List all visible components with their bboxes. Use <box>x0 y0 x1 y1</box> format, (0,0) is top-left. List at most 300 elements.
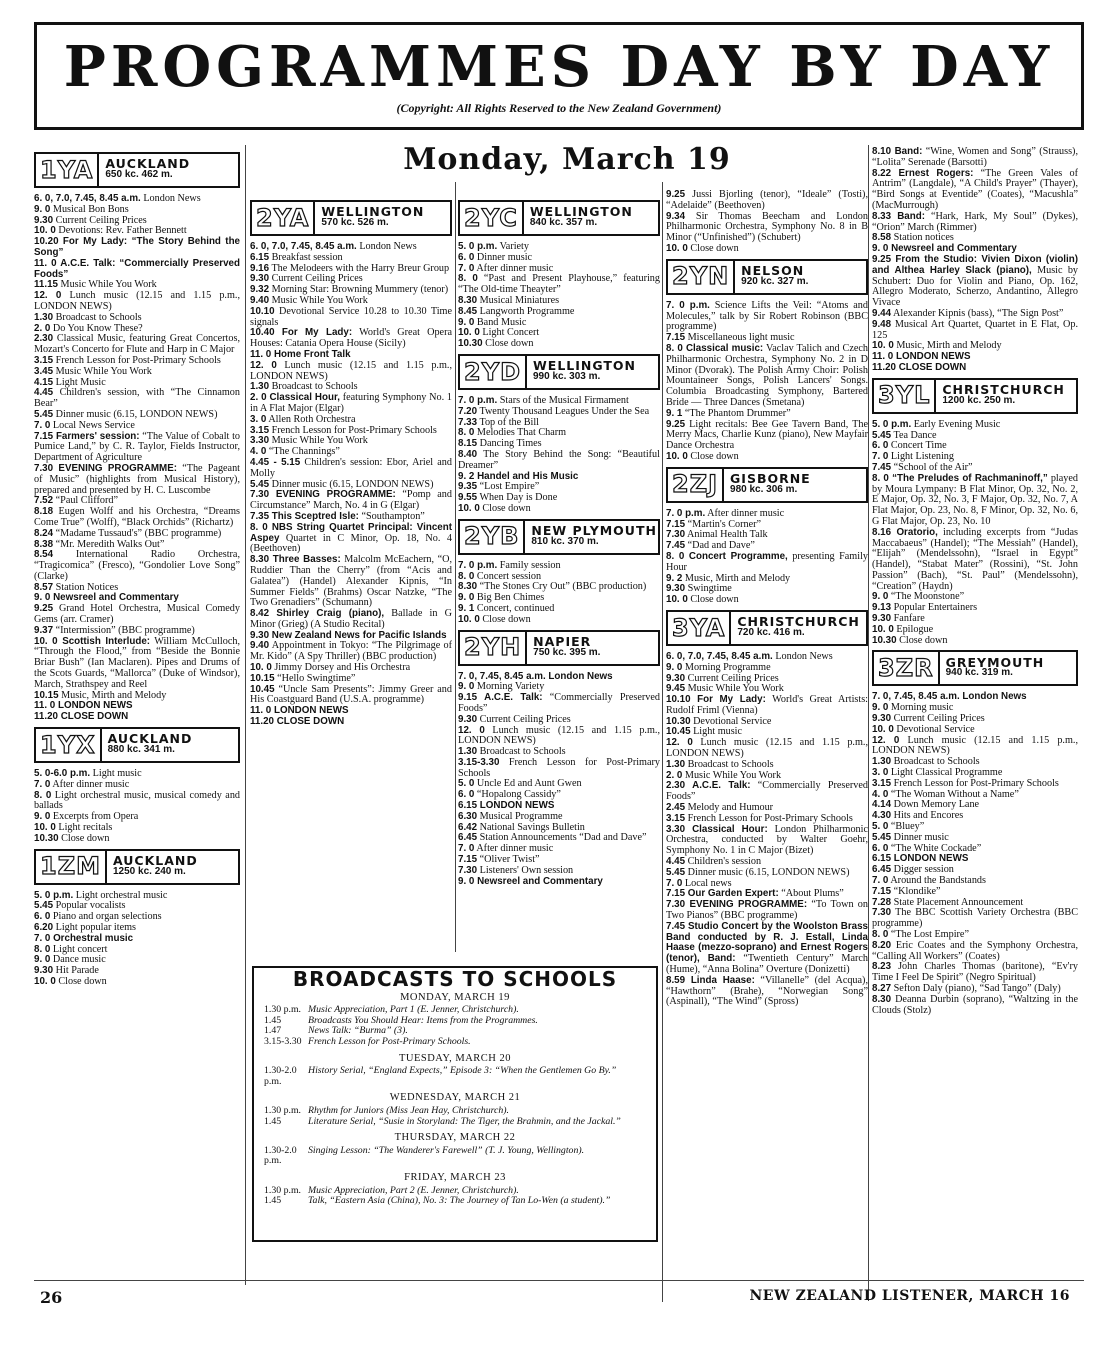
programme-time: 8. 0 Concert Programme, <box>666 550 788 562</box>
schools-item-description: Literature Serial, “Susie in Storyland: The Tiger, the Brahmin, and the Jackal.” <box>308 1115 621 1127</box>
programme-text: “Pomp and Circumstance” March, No. 4 in G (Elgar) <box>250 489 452 512</box>
programme-text: Broadcast to Schools <box>269 381 358 393</box>
programme-text: “The Phantom Drummer” <box>682 407 791 419</box>
programme-text: Musical Bon Bons <box>50 203 129 215</box>
programme-time: 5.45 <box>872 429 892 441</box>
programme-text: Fanfare <box>891 613 925 625</box>
programme-text: Children's session, with “The Cinnamon Bear” <box>34 387 240 410</box>
programme-time: 12. 0 <box>250 359 277 371</box>
station-callsign: 3YA <box>668 612 731 644</box>
schools-title: BROADCASTS TO SCHOOLS <box>292 967 618 991</box>
programme-time: 7.52 <box>34 495 54 507</box>
schools-item-time: 1.30 p.m. <box>264 1004 302 1016</box>
programme-text: Close down <box>55 976 107 987</box>
programme-text: Eugen Wolff and his Orchestra, “Dreams Come True” (Wolff), “Black Orchids” (Richartz) <box>34 506 240 528</box>
programme-text: Morning Variety <box>474 681 545 693</box>
programme-entry <box>34 637 240 691</box>
programme-text: French Lesson for Post-Primary Schools <box>685 812 853 824</box>
programme-text: Close down <box>896 634 948 646</box>
programme-entry <box>34 507 240 529</box>
programme-time: 8. 0 Classical music: <box>666 342 764 354</box>
programme-text: “Southampton” <box>358 510 425 522</box>
station-frequency: 720 kc. 416 m. <box>737 626 805 638</box>
programme-time: 10. 0 <box>458 502 480 514</box>
programme-text: Broadcast to Schools <box>477 746 566 758</box>
station-header <box>34 727 240 763</box>
programme-time: 8.15 <box>458 438 478 450</box>
programme-entry <box>666 595 868 606</box>
programme-time: 7.15 <box>666 332 686 344</box>
programme-time: 9.30 <box>666 672 686 684</box>
station-city: CHRISTCHURCH <box>942 381 1065 397</box>
programme-text: including excerpts from “Judas Maccabaeus” (Handel); “The Messiah” (Handel), “Elijah” (Mendelssohn), “Israel in Egypt” (Handel), “Stabat Mater” (Rossini), “St. John Passion” (Bach), “St. Paul” (Mendelssohn), “Creation” (Haydn) <box>872 526 1078 592</box>
programme-time: 8.10 Band: <box>872 147 923 157</box>
programme-time: 4.45 <box>34 387 54 399</box>
programme-entry <box>250 490 452 512</box>
programme-time: 8.42 Shirley Craig (piano), <box>250 608 385 620</box>
programme-entry <box>458 274 660 296</box>
station-callsign: 3ZR <box>874 652 940 684</box>
programme-text: “Wine, Women and Song” (Strauss), “Lolita” Serenade (Barsotti) <box>872 147 1078 168</box>
programme-text: After dinner music <box>705 507 785 519</box>
programme-text: Light Music <box>53 376 106 388</box>
programme-entry <box>872 363 1078 374</box>
programme-time: 8.30 <box>458 294 478 306</box>
programme-text: Close down <box>479 502 531 514</box>
programme-entry <box>250 307 452 329</box>
column-rule <box>245 145 246 1285</box>
station-city: NAPIER <box>533 633 592 649</box>
programme-time: 7.45 Studio Concert by the Woolston Brass Band conducted by R. J. Estall, Linda Haase (mezzo-soprano) and Ernest Rogers (tenor), Band: <box>666 920 868 965</box>
programme-text: “The Channings” <box>266 446 340 458</box>
station-callsign: 2YD <box>460 356 527 388</box>
programme-time: 6.45 <box>872 864 892 876</box>
schools-item-time: 1.30 p.m. <box>264 1184 302 1196</box>
programme-text: Dinner music <box>891 831 949 843</box>
programme-time: 6.20 <box>34 922 54 934</box>
programme-time: 8.45 <box>458 305 478 317</box>
programme-time: 11.20 CLOSE DOWN <box>250 716 345 728</box>
programme-text: After dinner music <box>50 778 130 790</box>
schools-item-description: History Serial, “England Expects,” Episode 3: “When the Gentlemen Go By.” <box>308 1065 617 1077</box>
programme-time: 7.45 <box>872 461 892 473</box>
station-callsign: 3YL <box>874 380 936 412</box>
programme-text: “Dad and Dave” <box>685 540 755 552</box>
programme-entry <box>458 615 660 626</box>
programme-time: 6. 0, 7.0, 7.45, 8.45 a.m. <box>666 650 773 662</box>
programme-time: 10. 0 <box>666 450 688 462</box>
programme-time: 5.45 <box>34 408 54 420</box>
programme-text: “To Town on Two Pianos” (BBC programme) <box>666 899 868 922</box>
programme-time: 7.30 <box>458 864 478 876</box>
programme-entry <box>34 977 240 988</box>
schools-item-time: 1.30-2.0 p.m. <box>264 1065 297 1087</box>
programme-text: William McCulloch, “Through the Flood,” from “Beside the Bonnie Briar Bush” (Ian Maclaren). Pipes and Drums of the Scots Guards, “Mallorca” (Duke of Windsor), March, Strathspey and Reel <box>34 635 240 690</box>
programme-text: Variety <box>497 241 529 252</box>
programme-text: Do You Know These? <box>50 322 143 334</box>
programme-time: 9.32 <box>250 284 270 296</box>
station-callsign: 1YX <box>36 729 102 761</box>
station-callsign: 2YA <box>252 202 315 234</box>
schools-item-time: 1.45 <box>264 1195 282 1207</box>
programme-time: 7. 0, 7.45, 8.45 a.m. London News <box>872 691 1027 703</box>
programme-text: “The Moonstone” <box>888 591 965 603</box>
programme-time: 7.15 <box>872 885 892 897</box>
programme-entry <box>250 328 452 350</box>
programme-time: 10. 0 <box>250 662 272 674</box>
programme-time: 9.37 <box>34 624 54 636</box>
broadcasts-to-schools-box <box>252 966 658 1242</box>
footer-rule <box>34 1280 1084 1281</box>
programme-entry <box>666 738 868 760</box>
programme-text: The Melodeers with the Harry Breur Group <box>269 262 450 274</box>
programme-text: Lunch music (12.15 and 1.15 p.m., LONDON NEWS) <box>872 734 1078 757</box>
programme-text: Hits and Encores <box>891 810 964 822</box>
programme-text: “The Green Vales of Antrim” (Langdale), “A Child's Prayer” (Thayer), “Bird Songs at Eventide” (Coates), “Macushla” (MacMurrough) <box>872 167 1078 211</box>
programme-text: French Lesson for Post-Primary Schools <box>458 756 660 779</box>
programme-entry <box>872 962 1078 984</box>
programme-time: 4.14 <box>872 799 892 811</box>
station-header <box>458 200 660 236</box>
programme-time: 7. 0 <box>458 843 475 855</box>
programme-entry <box>458 450 660 472</box>
programme-time: 10.40 For My Lady: <box>250 327 353 339</box>
programme-entry <box>872 320 1078 342</box>
station-header <box>458 519 660 555</box>
programme-text: Light music <box>90 768 142 780</box>
programme-time: 7. 0 p.m. <box>458 394 498 406</box>
programme-time: 1.30 <box>872 756 892 768</box>
programme-entry <box>34 237 240 259</box>
station-frequency: 840 kc. 357 m. <box>529 217 598 228</box>
station-callsign: 1ZM <box>36 851 107 883</box>
programme-text: “The Value of Cobalt to Pumice Land,” by C. R. Taylor, Fields Instructor, Department of Agriculture <box>34 430 240 464</box>
programme-time: 2. 0 <box>666 769 683 781</box>
programme-entry <box>34 388 240 410</box>
programme-text: Morning Programme <box>682 661 771 673</box>
station-header <box>458 630 660 666</box>
programme-entry <box>666 420 868 452</box>
programme-time: 6. 0 <box>34 911 51 923</box>
programme-time: 11. 0 A.C.E. Talk: “Commercially Preserved Foods” <box>34 257 240 280</box>
programme-entry <box>34 712 240 723</box>
programme-entry <box>666 825 868 857</box>
programme-time: 8.59 Linda Haase: <box>666 974 755 986</box>
schools-item-description: Rhythm for Juniors (Miss Jean Hay, Christchurch). <box>308 1104 509 1116</box>
programme-text: Musical Programme <box>477 810 563 822</box>
programme-time: 7.30 <box>666 529 686 541</box>
programme-time: 2. 0 <box>34 322 51 334</box>
programme-text: Station Announcements “Dad and Dave” <box>477 832 647 844</box>
programme-time: 8.30 <box>458 581 478 593</box>
schools-item <box>264 1146 646 1167</box>
programme-entry <box>250 458 452 480</box>
programme-text: Music While You Work <box>269 294 368 306</box>
programme-time: 9.44 <box>872 307 892 319</box>
programme-text: Sefton Daly (piano), “Sad Tango” (Daly) <box>891 982 1061 994</box>
programme-time: 3.15 <box>250 424 270 436</box>
programme-text: Lunch music (12.15 and 1.15 p.m., LONDON NEWS) <box>458 724 660 747</box>
programme-time: 2.30 <box>34 333 54 345</box>
programme-time: 7. 0 <box>34 419 51 431</box>
programme-time: 6. 0, 7.0, 7.45, 8.45 a.m. <box>250 241 357 252</box>
schools-item-time: 1.30-2.0 p.m. <box>264 1144 297 1167</box>
programme-time: 6.45 <box>458 832 478 844</box>
station-frequency: 650 kc. 462 m. <box>105 169 173 180</box>
column-rule <box>662 182 663 1302</box>
programme-text: Music While You Work <box>682 769 782 781</box>
programme-text: “Commercially Preserved Foods” <box>458 692 660 714</box>
station-city: NELSON <box>741 262 805 278</box>
programme-text: Digger session <box>891 864 954 876</box>
programme-time: 6.15 LONDON NEWS <box>458 800 555 812</box>
programme-time: 9.40 <box>250 294 270 306</box>
schools-item-description: Talk, “Eastern Asia (China), No. 3: The Journey of Tan Lo-Wen (a student).” <box>308 1195 611 1207</box>
programme-text: Sir Thomas Beecham and London Philharmonic Orchestra, Symphony No. 8 in B Minor (“Unfinished”) (Schubert) <box>666 210 868 244</box>
schools-day-heading: THURSDAY, MARCH 22 <box>394 1132 516 1144</box>
programme-time: 9.55 <box>458 492 478 504</box>
programme-entry <box>666 212 868 244</box>
programme-time: 9. 0 <box>872 591 889 603</box>
programme-time: 10. 0 <box>666 242 688 254</box>
programme-time: 11.15 <box>34 279 58 291</box>
station-header <box>250 200 452 236</box>
programme-time: 10.15 <box>34 689 59 701</box>
programme-time: 4. 0 <box>250 446 267 458</box>
schools-day-heading: TUESDAY, MARCH 20 <box>398 1052 512 1064</box>
programme-text: Lunch music (12.15 and 1.15 p.m., LONDON NEWS) <box>34 290 240 312</box>
schools-item <box>264 1117 646 1128</box>
schools-item-time: 1.30 p.m. <box>264 1104 302 1116</box>
programme-time: 7. 0 <box>34 778 51 790</box>
programme-time: 9. 0 <box>34 954 51 966</box>
programme-text: “The Pageant of Music” (highlights from Musical History), prepared and presented by H. C. Luscombe <box>34 462 240 496</box>
programme-time: 10.30 <box>458 338 483 350</box>
programme-time: 1.30 <box>34 311 54 323</box>
programme-entry <box>666 976 868 1008</box>
programme-time: 3.15 <box>666 812 686 824</box>
programme-time: 12. 0 <box>872 734 900 746</box>
programme-entry <box>250 555 452 609</box>
programme-time: 9.13 <box>872 602 892 614</box>
programme-time: 3.15 <box>872 777 892 789</box>
programme-text: Music While You Work <box>57 279 157 291</box>
programme-time: 10. 0 <box>872 340 894 352</box>
station-header <box>458 354 660 390</box>
programme-time: 10. 0 <box>34 225 56 237</box>
programme-text: Light Listening <box>888 451 954 463</box>
programme-entry <box>458 877 660 888</box>
programme-entry <box>666 301 868 333</box>
programme-time: 10.30 <box>872 634 897 646</box>
programme-time: 9. 0 <box>872 702 889 714</box>
programme-time: 9. 0 Newsreel and Commentary <box>872 243 1017 255</box>
programme-text: Jimmy Dorsey and His Orchestra <box>271 662 411 674</box>
programme-text: Musical Art Quartet, Quartet in E Flat, Op. 125 <box>872 318 1078 341</box>
programme-text: Grand Hotel Orchestra, Musical Comedy Gems (arr. Cramer) <box>34 603 240 626</box>
programme-entry <box>250 361 452 383</box>
programme-time: 8.22 Ernest Rogers: <box>872 167 974 179</box>
programme-text: Epilogue <box>893 623 934 635</box>
programme-text: Down Memory Lane <box>891 799 980 811</box>
programme-entry <box>872 169 1078 212</box>
programme-text: “Commercially Preserved Foods” <box>666 780 868 803</box>
programme-time: 10.30 <box>666 715 691 727</box>
station-header <box>34 849 240 885</box>
programme-text: “Past and Present Playhouse,” featuring “The Old-time Theayter” <box>458 273 660 296</box>
programme-text: Band Music <box>474 316 527 328</box>
programme-time: 10. 0 Scottish Interlude: <box>34 635 151 647</box>
programme-time: 9.15 A.C.E. Talk: <box>458 692 543 704</box>
programme-time: 7. 0 <box>666 877 683 889</box>
schools-item-description: Music Appreciation, Part 1 (E. Jenner, Christchurch). <box>308 1004 519 1016</box>
station-header <box>666 467 868 503</box>
programme-time: 9.30 <box>458 713 478 725</box>
programme-time: 9. 0 Newsreel and Commentary <box>458 875 603 887</box>
programme-time: 6. 0 <box>872 440 889 452</box>
programme-text: Science Lifts the Veil: “Atoms and Molecules,” talk by Sir Robert Robinson (BBC programme) <box>666 299 868 333</box>
programme-text: Light Classical Programme <box>888 767 1003 779</box>
programme-text: Devotional Service 10.28 to 10.30 Time signals <box>250 305 452 328</box>
programme-time: 8.57 <box>34 581 54 593</box>
programme-time: 6.42 <box>458 821 478 833</box>
programme-time: 2. 0 Classical Hour, <box>250 392 340 404</box>
programme-time: 7.35 This Sceptred Isle: <box>250 510 359 522</box>
programme-time: 10. 0 <box>458 613 480 625</box>
programme-time: 8.20 <box>872 939 892 951</box>
station-frequency: 1200 kc. 250 m. <box>942 394 1016 406</box>
programme-entry <box>250 523 452 555</box>
programme-time: 7.15 Our Garden Expert: <box>666 888 779 900</box>
station-frequency: 940 kc. 319 m. <box>945 667 1013 679</box>
programme-time: 9.48 <box>872 318 892 330</box>
programme-time: 12. 0 <box>34 290 62 302</box>
programme-time: 9. 0 <box>458 592 475 604</box>
programme-text: The Story Behind the Song: “Beautiful Dreamer” <box>458 448 660 471</box>
programme-time: 10.45 <box>666 726 691 738</box>
programme-text: “The Stones Cry Out” (BBC production) <box>477 581 647 593</box>
programme-text: French Lesson for Post-Primary Schools <box>53 354 221 366</box>
programme-text: Popular vocalists <box>53 900 126 912</box>
programme-time: 8. 0 <box>34 789 52 801</box>
programme-text: “Twentieth Century” March (Hume), “Anna Bolina” Overture (Donizetti) <box>666 953 868 976</box>
programme-time: 10. 0 <box>872 623 894 635</box>
programme-time: 8.30 Three Basses: <box>250 554 341 566</box>
schools-day-heading: FRIDAY, MARCH 23 <box>404 1171 506 1183</box>
programme-time: 7. 0 p.m. <box>458 559 498 571</box>
programme-time: 7.15 <box>458 854 478 866</box>
programme-text: Close down <box>687 242 739 254</box>
programme-text: Light orchestral music, musical comedy and ballads <box>34 789 240 812</box>
station-frequency: 980 kc. 306 m. <box>730 483 798 495</box>
programme-text: Musical Miniatures <box>477 294 560 306</box>
programme-text: Broadcast to Schools <box>685 758 774 770</box>
programme-time: 9.25 From the Studio: Vivien Dixon (violin) and Althea Harley Slack (piano), <box>872 253 1078 276</box>
station-header <box>872 378 1078 414</box>
programme-time: 8. 0 NBS String Quartet Principal: Vincent Aspey <box>250 521 452 544</box>
programme-time: 9.16 <box>250 262 270 274</box>
programme-text: Light Concert <box>479 327 540 339</box>
programme-time: 10. 0 <box>872 723 894 735</box>
schools-item-time: 1.47 <box>264 1025 282 1037</box>
programme-time: 7. 0, 7.45, 8.45 a.m. London News <box>458 670 613 682</box>
programme-entry <box>872 941 1078 963</box>
programme-text: “Villanelle” (del Acqua), “Hawthorn” (Brahe), “Norwegian Song” (Aspinall), “The Wind” (Spross) <box>666 974 868 1008</box>
programme-text: Music While You Work <box>53 365 152 377</box>
station-city: WELLINGTON <box>321 204 425 220</box>
programme-time: 9. 0 <box>34 811 51 823</box>
station-city: GISBORNE <box>730 470 811 486</box>
programme-text: “Klondike” <box>891 885 941 897</box>
programme-entry <box>34 291 240 313</box>
programme-text: Jussi Bjorling (tenor), “Ideale” (Tosti), “Adelaide” (Beethoven) <box>666 190 868 211</box>
station-header <box>666 610 868 646</box>
programme-text: Allen Roth Orchestra <box>266 413 356 425</box>
programme-text: Music, Mirth and Melody <box>682 572 791 584</box>
programme-text: Music While You Work <box>685 683 784 695</box>
programme-text: Melody and Humour <box>685 802 774 814</box>
schools-item-time: 1.45 <box>264 1115 282 1127</box>
station-header <box>666 259 868 295</box>
programme-time: 7.45 <box>666 540 686 552</box>
programme-text: played by Moura Lympany: B Flat Minor, Op. 32, No. 2, E Major, Op. 32, No. 3, F Major, Op. 32, No. 7, A Flat Major, Op. 23, No. 8, F Minor, Op. 32, No. 6, G Flat Major, Op. 23, No. 10 <box>872 472 1078 527</box>
programme-time: 6. 0, 7.0, 7.45, 8.45 a.m. <box>34 193 141 204</box>
schools-item-description: Singing Lesson: “The Wanderer's Farewell” (T. J. Young, Wellington). <box>308 1144 585 1156</box>
programme-text: London News <box>356 241 417 252</box>
station-city: WELLINGTON <box>529 204 633 220</box>
programme-text: London News <box>140 193 201 204</box>
programme-text: Station Notices <box>53 581 119 593</box>
programme-time: 7.30 EVENING PROGRAMME: <box>666 899 808 911</box>
programme-time: 12. 0 <box>666 737 693 749</box>
station-city: NEW PLYMOUTH <box>531 522 657 538</box>
publication-name: NEW ZEALAND LISTENER, MARCH 16 <box>749 1288 1070 1304</box>
programme-time: 3.15-3.30 <box>458 756 500 768</box>
programme-time: 11.20 CLOSE DOWN <box>872 361 967 373</box>
programme-time: 5. 0 p.m. <box>872 418 912 430</box>
programme-time: 6. 0 <box>458 251 475 263</box>
programme-time: 3. 0 <box>250 413 267 425</box>
programme-text: Close down <box>479 613 531 625</box>
programme-entry <box>34 604 240 626</box>
programme-time: 5. 0 p.m. <box>34 889 74 901</box>
programme-text: Devotions: Rev. Father Bennett <box>55 225 187 237</box>
programme-time: 8.33 Band: <box>872 210 925 222</box>
programme-entry <box>872 474 1078 528</box>
programme-time: 9. 1 <box>666 407 683 419</box>
programme-text: Morning Star: Browning Mummery (tenor) <box>269 284 449 296</box>
programme-text: Current Ceiling Prices <box>891 713 985 725</box>
programme-text: Excerpts from Opera <box>50 811 139 823</box>
programme-entry <box>34 259 240 281</box>
programme-text: “Hopalong Cassidy” <box>474 789 561 801</box>
column-2 <box>250 196 452 946</box>
programme-time: 8. 0 <box>34 943 51 955</box>
programme-time: 8. 0 <box>458 427 475 439</box>
programme-time: 8. 0 <box>458 570 475 582</box>
programme-time: 9.34 <box>666 210 686 222</box>
programme-text: Children's session: Ebor, Ariel and Molly <box>250 456 452 479</box>
programme-text: Popular Entertainers <box>891 602 978 614</box>
programme-time: 4.30 <box>872 810 892 822</box>
programme-time: 4.45 <box>666 856 686 868</box>
programme-time: 5. 0 <box>872 821 889 833</box>
programme-text: Close down <box>687 450 739 462</box>
schools-item-description: News Talk: “Burma” (3). <box>308 1025 408 1037</box>
programme-text: “Mr. Meredith Walks Out” <box>53 538 165 550</box>
programme-text: Animal Health Talk <box>685 529 768 541</box>
programme-text: presenting Family Hour <box>666 550 868 573</box>
